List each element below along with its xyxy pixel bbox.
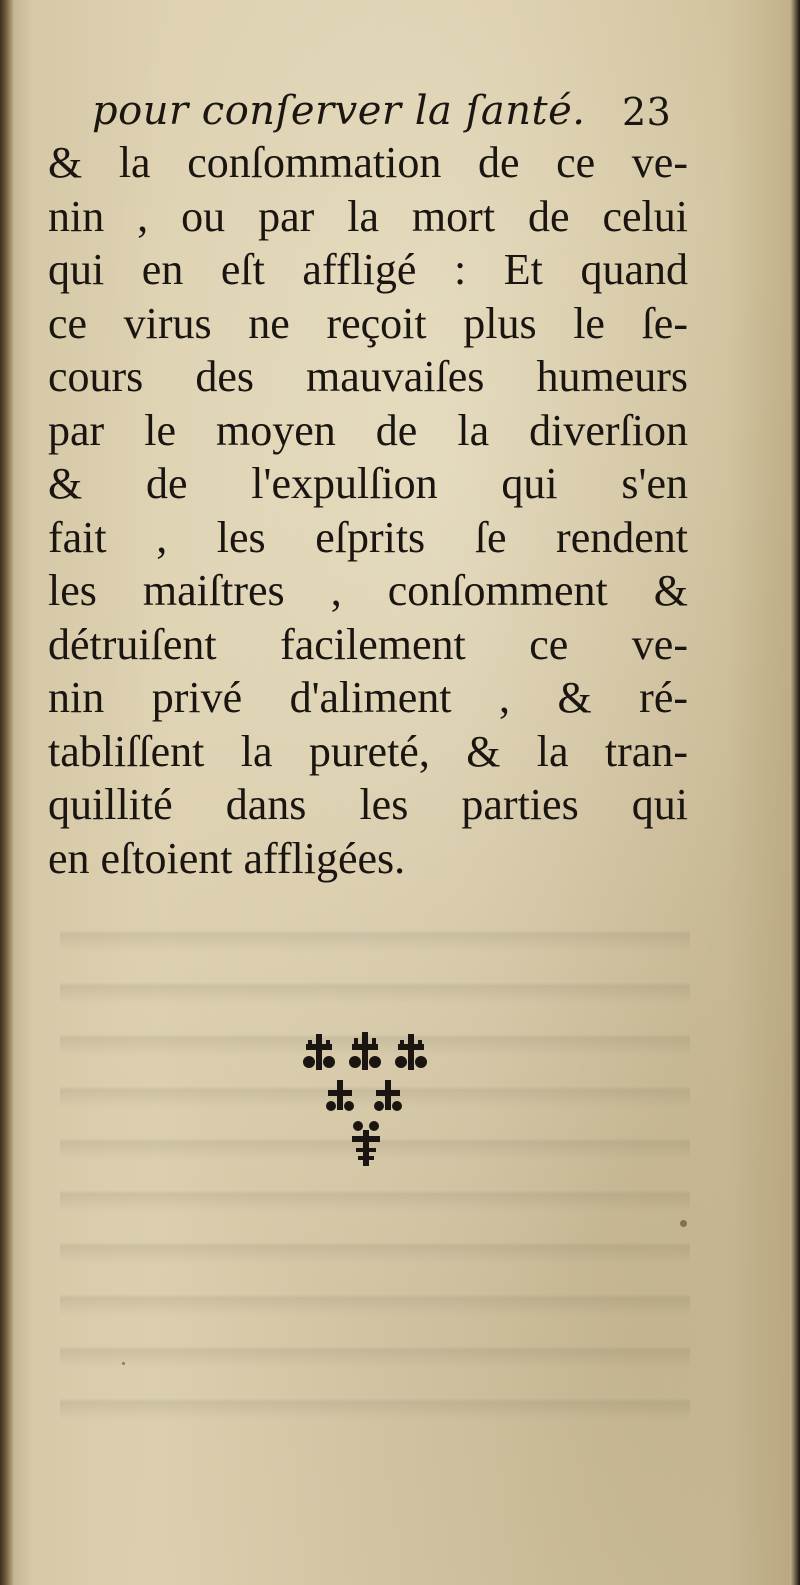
text-line: fait , les eſprits ſe rendent [48, 512, 688, 562]
fleuron-icon [374, 1080, 402, 1111]
page-number: 23 [622, 90, 672, 134]
spine-shadow [0, 0, 14, 1585]
running-title: pour conſerver la ſanté. [92, 88, 586, 134]
text-line: nin , ou par la mort de celui [48, 191, 688, 241]
text-line: détruiſent facilement ce ve- [48, 619, 688, 669]
text-line: en eſtoient affligées. [48, 833, 406, 883]
fleuron-icon [395, 1034, 427, 1070]
text-line: tabliſſent la pureté, & la tran- [48, 726, 688, 776]
text-line: & la conſommation de ce ve- [48, 138, 688, 187]
text-line: ce virus ne reçoit plus le ſe- [48, 298, 688, 348]
text-line: quillité dans les parties qui [48, 780, 688, 829]
fleuron-tailpiece-icon [296, 1030, 436, 1170]
paper-blemish [122, 1362, 125, 1365]
fleuron-icon [349, 1032, 381, 1070]
text-line: les maiſtres , conſomment & [48, 566, 688, 615]
text-line: par le moyen de la diverſion [48, 405, 688, 455]
text-line: cours des mauvaiſes humeurs [48, 352, 688, 401]
text-line: nin privé d'aliment , & ré- [48, 673, 688, 722]
text-line: & de l'expulſion qui s'en [48, 459, 688, 508]
paper-blemish [680, 1220, 687, 1227]
fleuron-icon [303, 1034, 335, 1070]
fleuron-icon [326, 1080, 354, 1111]
fleuron-icon [352, 1121, 380, 1166]
text-line: qui en eſt affligé : Et quand [48, 245, 688, 294]
page-edge [790, 0, 800, 1585]
body-text [48, 136, 688, 885]
